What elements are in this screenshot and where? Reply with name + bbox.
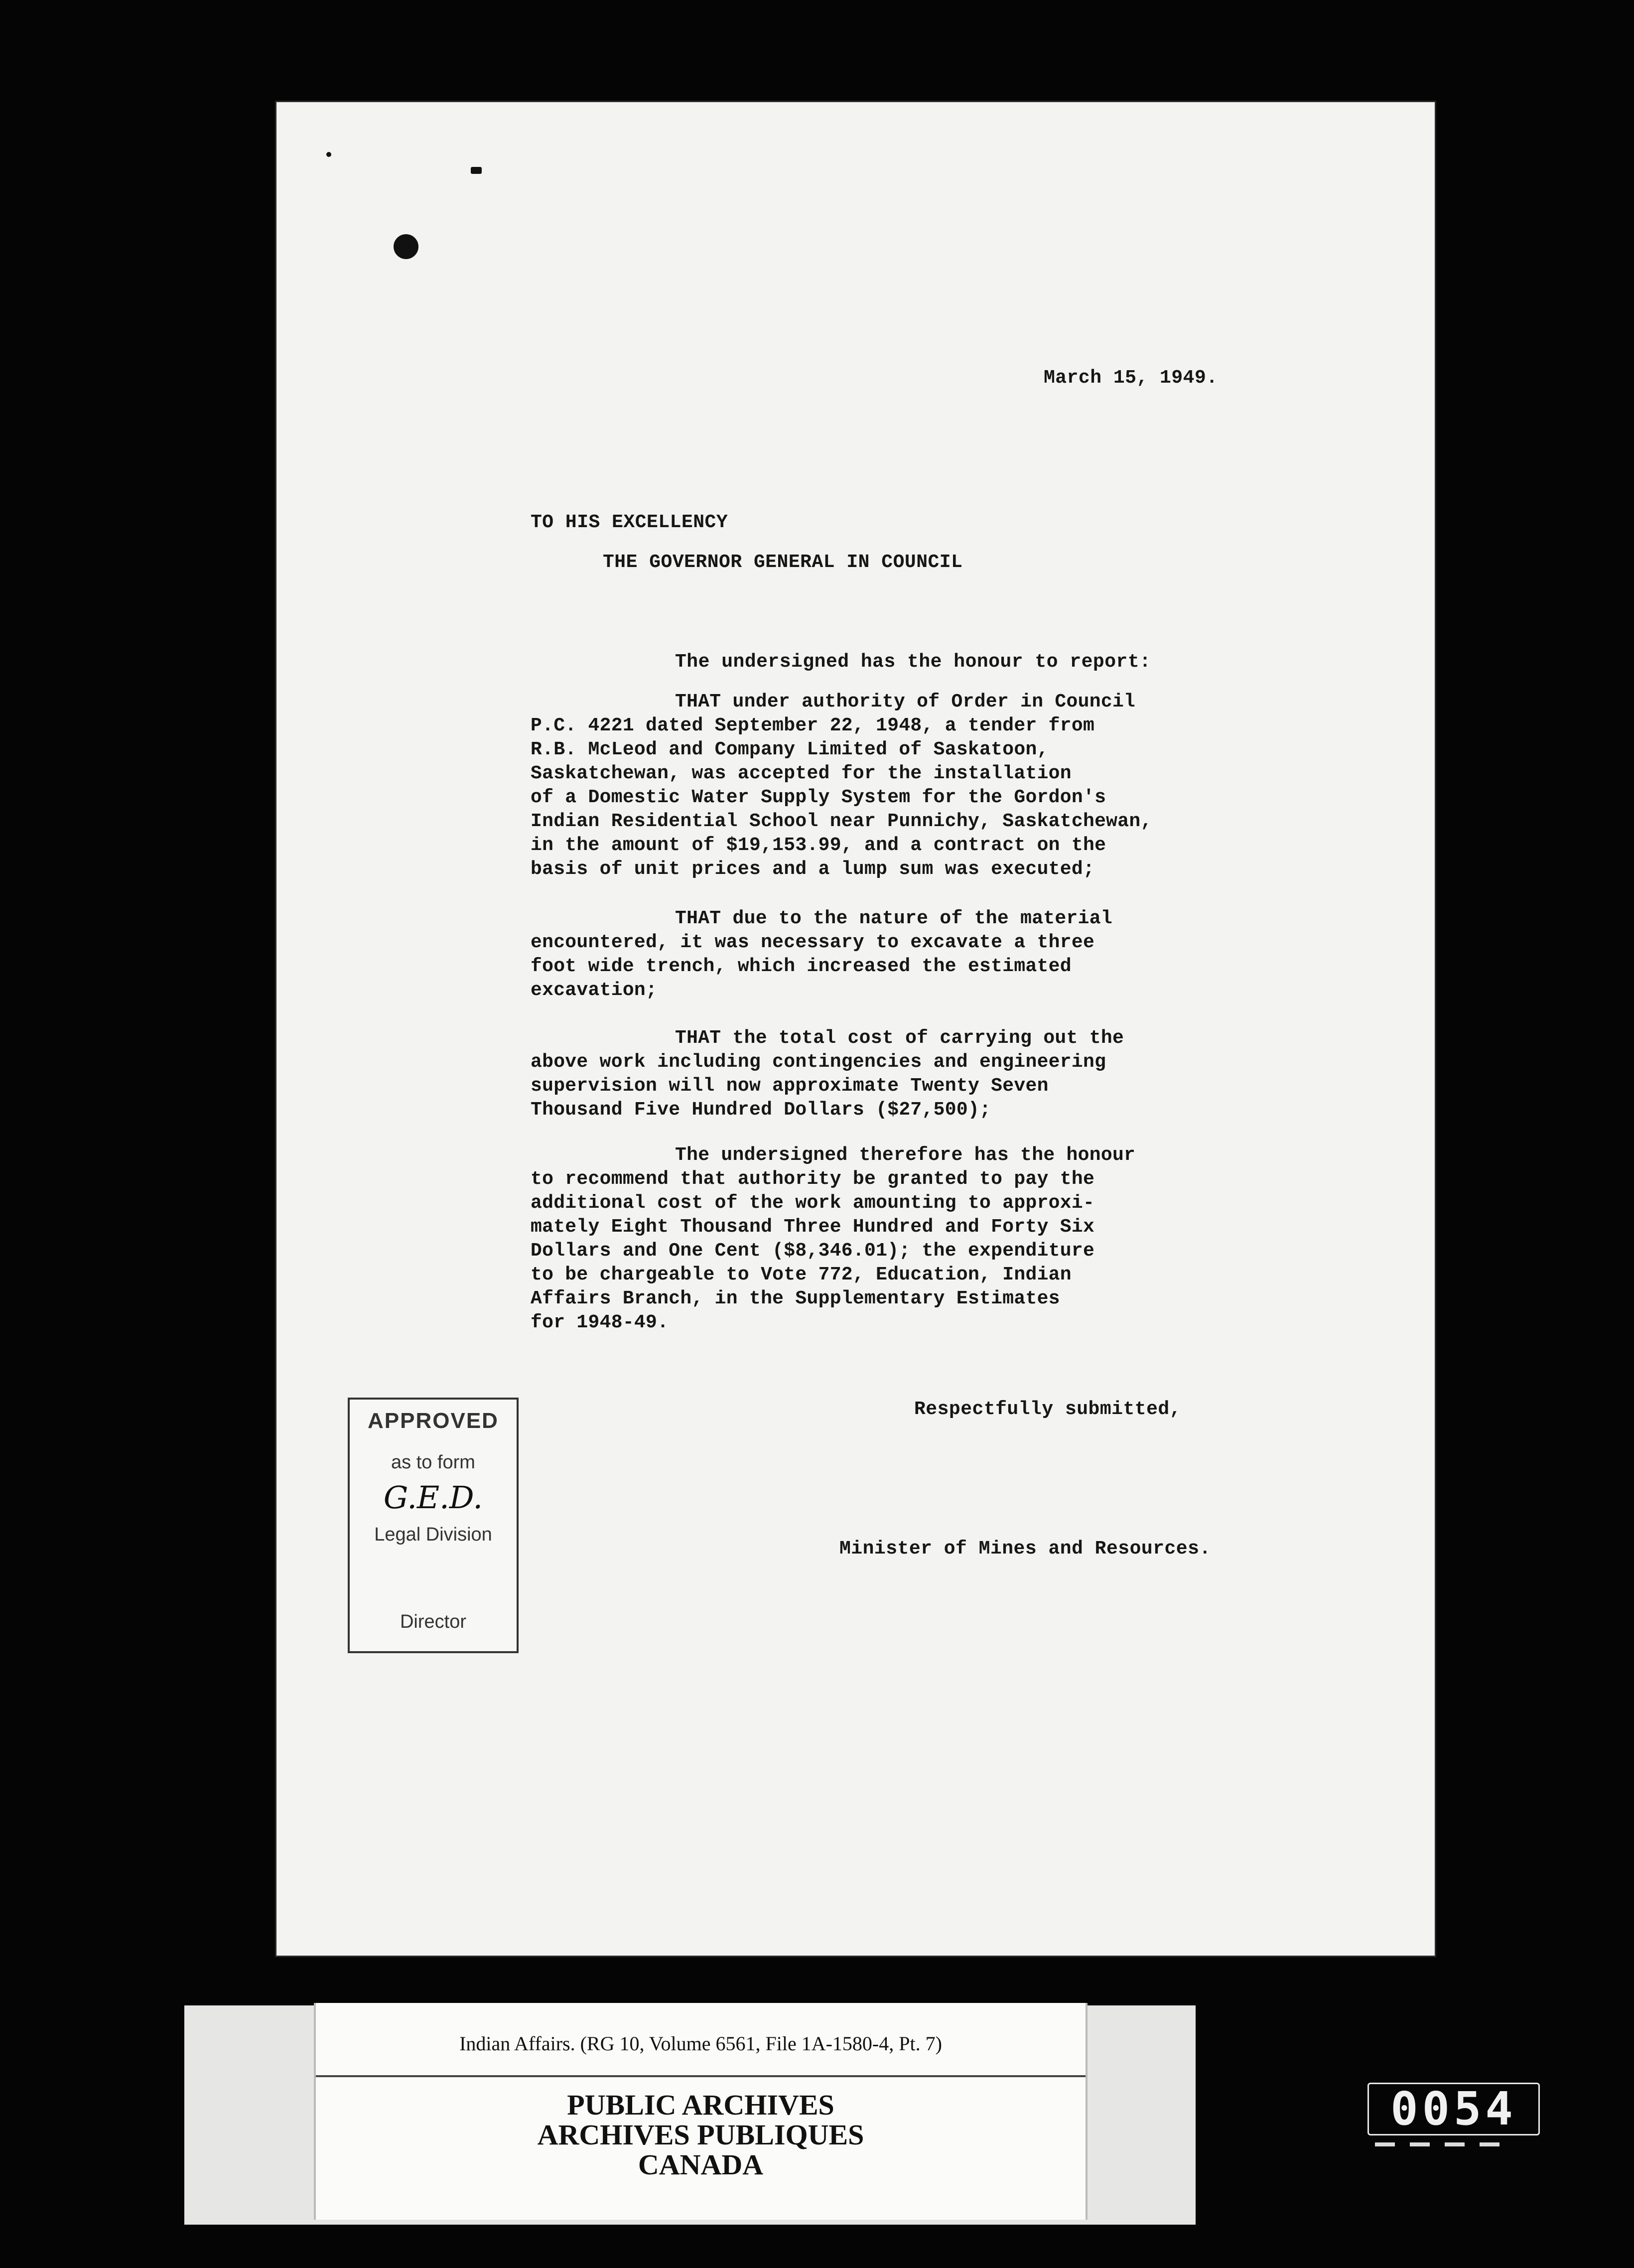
stamp-initials: G.E.D. — [383, 1479, 483, 1516]
paragraph-excavation: THAT due to the nature of the material encountered, it was necessary to excavate a three foot wide trench, which increased the estimated excavation; — [531, 908, 1112, 1001]
stamp-title: APPROVED — [368, 1409, 499, 1433]
letter-date: March 15, 1949. — [1044, 367, 1218, 389]
approval-stamp — [348, 1398, 519, 1653]
signatory: Minister of Mines and Resources. — [839, 1538, 1211, 1559]
report-intro: The undersigned has the honour to report: — [675, 651, 1151, 673]
archive-country: CANADA — [638, 2148, 764, 2181]
archive-reference: Indian Affairs. (RG 10, Volume 6561, File 1A-1580-4, Pt. 7) — [459, 2032, 942, 2055]
stamp-legal-division: Legal Division — [374, 1524, 492, 1545]
paragraph-recommendation: The undersigned therefore has the honour to recommend that authority be granted to pay the additional cost of the work amounting to approxi- mately Eight Thousand Three Hundred and Forty Six Dollars and One Cent ($8,346.01); the expenditure to be chargeable to Vote 772, Education, Indian Affairs Branch, in the Supplementary Estimates for 1948-49. — [531, 1144, 1136, 1333]
dust-speck — [471, 167, 482, 174]
salutation-title: THE GOVERNOR GENERAL IN COUNCIL — [603, 552, 963, 573]
stamp-as-to-form: as to form — [391, 1452, 475, 1473]
archive-name-fr: ARCHIVES PUBLIQUES — [537, 2119, 864, 2151]
sprocket-mark — [1480, 2142, 1499, 2146]
dust-speck — [326, 152, 331, 157]
salutation-recipient: TO HIS EXCELLENCY — [531, 512, 728, 533]
sprocket-mark — [1375, 2142, 1395, 2146]
document-page — [276, 102, 1435, 1956]
archive-name-en: PUBLIC ARCHIVES — [567, 2089, 834, 2121]
paragraph-tender: THAT under authority of Order in Council P.C. 4221 dated September 22, 1948, a tender from R.B. McLeod and Company Limited of Saskatoon, Saskatchewan, was accepted for the installation of a Domestic Water Supply System for the Gordon's Indian Residential School near Punnichy, Saskatchewan, in the amount of $19,153.99, and a contract on the basis of unit prices and a lump sum was executed; — [531, 691, 1152, 880]
label-divider — [316, 2075, 1086, 2077]
ink-blot — [394, 234, 418, 259]
archive-label — [314, 2003, 1088, 2220]
sprocket-mark — [1410, 2142, 1430, 2146]
stamp-director: Director — [400, 1611, 467, 1632]
paragraph-total-cost: THAT the total cost of carrying out the above work including contingencies and engineering supervision will now approximate Twenty Seven Thousand Five Hundred Dollars ($27,500); — [531, 1027, 1124, 1121]
sprocket-mark — [1445, 2142, 1465, 2146]
closing: Respectfully submitted, — [914, 1399, 1181, 1420]
frame-number: 0054 — [1367, 2083, 1540, 2135]
